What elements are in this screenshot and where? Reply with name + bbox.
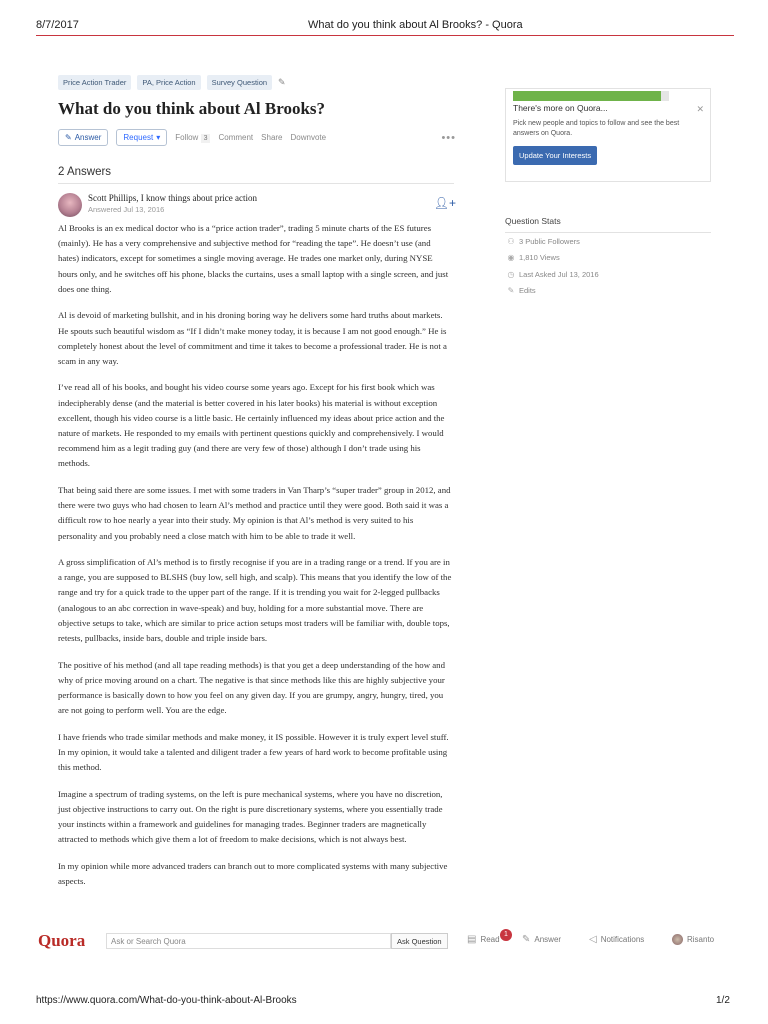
stat-last-asked: ◷ Last Asked Jul 13, 2016 xyxy=(507,269,599,279)
question-actions xyxy=(58,129,456,146)
downvote-button[interactable]: Downvote xyxy=(290,133,327,142)
pencil-square-icon: ✎ xyxy=(522,934,531,945)
stats-title: Question Stats xyxy=(505,216,561,226)
stat-views: ◉ 1,810 Views xyxy=(507,253,560,263)
print-date: 8/7/2017 xyxy=(36,19,79,31)
eye-icon: ◉ xyxy=(507,253,515,263)
topic-tag[interactable]: Survey Question xyxy=(207,75,272,90)
progress-fill xyxy=(513,91,661,101)
update-interests-button[interactable]: Update Your Interests xyxy=(513,146,597,165)
avatar xyxy=(672,934,683,945)
question-main xyxy=(36,74,456,900)
ask-question-button[interactable]: Ask Question xyxy=(391,933,448,949)
progress-bar xyxy=(513,91,669,101)
caret-down-icon: ▾ xyxy=(156,133,161,142)
promo-description: Pick new people and topics to follow and see the best answers on Quora. xyxy=(513,120,680,137)
answer-paragraph: I’ve read all of his books, and bought his video course some years ago. Except for his first book which was indecipherably dense (and the material is better covered in his later books) his material is without exception excellent, though his video course is a little basic. He certainly influenced my ideas about price action and the nature of markets. He responded to my emails with pertinent questions quickly and comprehensively. I would recommend him as a legit trading guy (and there are very few of those) although I don’t trade using his methods. xyxy=(58,382,445,469)
request-button[interactable]: Request ▾ xyxy=(116,129,167,146)
nav-profile[interactable]: Risanto xyxy=(672,934,714,945)
avatar[interactable] xyxy=(58,193,82,217)
bell-icon: ◁ xyxy=(589,934,597,945)
read-icon: ▤ xyxy=(467,934,477,945)
header-rule xyxy=(36,35,734,36)
stat-edits[interactable]: ✎ Edits xyxy=(507,286,536,296)
close-icon[interactable]: ✕ xyxy=(696,104,704,114)
follow-user-icon[interactable]: 👤︎+ xyxy=(433,196,456,210)
edit-icon: ✎ xyxy=(507,286,515,296)
answer-paragraph: That being said there are some issues. I met with some traders in Van Tharp’s “super trader” group in 2012, and there were two guys who had chosen to learn Al’s method and practice until they were good. Both said it was a difficult row to hoe nearly a year into their study. My opinion is that Al’s method is very suited to his personality and you probably need a close match with him to be able to trade it well. xyxy=(58,484,451,541)
quora-logo[interactable]: Quora xyxy=(38,931,86,950)
clock-icon: ◷ xyxy=(507,269,515,279)
nav-read[interactable]: ▤ Read xyxy=(467,934,500,945)
answer-paragraph: In my opinion while more advanced traders can branch out to more complicated systems with many subjective aspects. xyxy=(58,860,448,886)
answer-paragraph: Al Brooks is an ex medical doctor who is a “price action trader”, trading 5 minute charts of the ES futures (mainly). He has a very comprehensive and subjective method for “reading the tape”. He doesn’t use (and hates) indicators, except for sometimes a single moving average. He trades one market only, during NYSE hours only, and he switches off his phone, blacks the curtains, uses a small laptop with a single screen, and just does one thing. xyxy=(58,223,449,294)
comment-button[interactable]: Comment xyxy=(218,133,254,142)
print-title: What do you think about Al Brooks? - Quora xyxy=(308,19,523,31)
answer-button[interactable]: ✎ Answer xyxy=(58,129,108,146)
answer-paragraph: Al is devoid of marketing bullshit, and in his droning boring way he delivers some hard truths about markets. He spouts such beautiful wisdom as “If I didn’t make money today, it is because I am not good enough.” He is completely honest about the level of commitment and time it takes to become a professional trader. He is not a scam in any way. xyxy=(58,310,447,366)
pencil-icon: ✎ xyxy=(65,133,72,142)
answer-author xyxy=(58,193,456,217)
print-url: https://www.quora.com/What-do-you-think-about-Al-Brooks xyxy=(36,995,297,1006)
print-page: 1/2 xyxy=(716,995,730,1006)
answer-body xyxy=(58,221,452,889)
answers-count: 2 Answers xyxy=(58,166,112,178)
topic-tag[interactable]: PA, Price Action xyxy=(137,75,200,90)
question-title[interactable]: What do you think about Al Brooks? xyxy=(58,99,326,118)
author-name[interactable]: Scott Phillips, I know things about price action xyxy=(88,193,257,203)
nav-answer[interactable]: ✎ Answer xyxy=(522,934,562,945)
follow-count: 3 xyxy=(201,134,211,143)
topic-tag[interactable]: Price Action Trader xyxy=(58,75,131,90)
more-options-icon[interactable]: ••• xyxy=(441,131,456,144)
answer-paragraph: The positive of his method (and all tape reading methods) is that you get a deep understanding of the how and why of price moving around on a chart. The negative is that since methods like this are highly subjective your performance is basically down to how you feel on any given day. If you are grumpy, angry, hungry, tired, you are not going to perform well. You are the edge. xyxy=(58,659,445,716)
sidebar xyxy=(505,88,711,299)
nav-notifications[interactable]: ◁ Notifications xyxy=(589,934,645,945)
follow-button[interactable]: Follow 3 xyxy=(175,133,210,142)
promo-box xyxy=(505,88,711,182)
notification-badge: 1 xyxy=(500,929,512,941)
answer-paragraph: I have friends who trade similar methods and make money, it IS possible. However it is truly expert level stuff. In my opinion, it would take a talented and diligent trader a few years of hard work to become profitable using this method. xyxy=(58,731,449,773)
edit-topics-icon[interactable]: ✎ xyxy=(278,76,286,87)
topic-tags xyxy=(58,74,456,90)
answer-paragraph: Imagine a spectrum of trading systems, on the left is pure mechanical systems, where you have no discretion, just objective instructions to carry out. On the right is pure discretionary systems, where you essentially trade your instincts within a framework and guidelines for managing trades. Beginner traders are magnetically attracted to methods which give them a lot of freedom to make decisions, which is not always best. xyxy=(58,788,443,845)
answer-date[interactable]: Answered Jul 13, 2016 xyxy=(88,205,165,214)
share-button[interactable]: Share xyxy=(261,133,283,142)
divider xyxy=(58,183,454,184)
people-icon: ⚇ xyxy=(507,236,515,246)
promo-title: There's more on Quora... xyxy=(513,103,608,113)
search-input[interactable]: Ask or Search Quora xyxy=(106,933,391,949)
stat-followers[interactable]: ⚇ 3 Public Followers xyxy=(507,236,580,246)
answer-paragraph: A gross simplification of Al’s method is to firstly recognise if you are in a trading range or a trend. If you are in a range, you are supposed to BLSHS (buy low, sell high, and scalp). This means that you identify the low of the range and try for a quick trade to the upper part of the range. If it is trending you wait for 2-legged pullbacks (analogous to an abc correction in wave-speak) and buy, holding for a more substantial move. There are objective setups to take, which are similar to price action setups most traders will be familiar with, double tops, retests, pullbacks, inside bars, double and triple inside bars. xyxy=(58,557,452,644)
